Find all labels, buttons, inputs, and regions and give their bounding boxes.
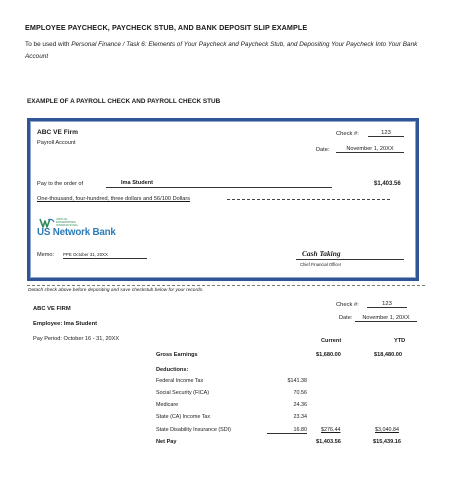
deduction-label: State (CA) Income Tax — [156, 414, 211, 420]
signer-title: Chief Financial Officer — [300, 262, 342, 267]
deduction-label: Medicare — [156, 402, 179, 408]
check-date-label: Date: — [316, 147, 330, 153]
deductions-label: Deductions: — [156, 367, 189, 373]
gross-earnings-label: Gross Earnings — [156, 352, 198, 358]
stub-check-number-label: Check #: — [336, 302, 359, 308]
section-heading: EXAMPLE OF A PAYROLL CHECK AND PAYROLL CHECK STUB — [27, 98, 221, 105]
stub-date: November 1, 20XX — [355, 315, 417, 322]
bank-name: US Network Bank — [37, 227, 116, 238]
stub-pay-period: Pay Period: October 16 - 31, 20XX — [33, 336, 120, 342]
net-pay-ytd: $15,439.16 — [373, 439, 401, 445]
deduction-label: Federal Income Tax — [156, 378, 204, 384]
payroll-check — [27, 118, 419, 281]
net-pay-current: $1,403.56 — [316, 439, 341, 445]
check-date: November 1, 20XX — [336, 146, 404, 153]
deductions-total-current: $276.44 — [321, 427, 341, 433]
stub-employee: Employee: Ima Student — [33, 321, 98, 327]
deduction-label: State Disability Insurance (SDI) — [156, 427, 231, 433]
stub-check-number: 123 — [367, 301, 407, 308]
intro-italic: Personal Finance / Task 6: Elements of Your Paycheck and Paycheck Stub, and Depositing Your Paycheck Into Your Bank Account — [25, 41, 418, 60]
detach-note: Detach check above before depositing and save checkstub below for your records. — [28, 288, 204, 293]
signature: Cash Taking — [302, 249, 341, 258]
intro-prefix: To be used with — [25, 41, 72, 48]
amount-in-words: One-thousand, four-hundred, three dollars and 56/100 Dollars — [37, 196, 190, 202]
deduction-amount: 16.80 — [267, 427, 307, 434]
column-header-current: Current — [321, 338, 342, 344]
payee-line — [106, 187, 332, 188]
deduction-label: Social Security (FICA) — [156, 390, 210, 396]
deduction-amount: 23.34 — [293, 414, 307, 420]
deduction-amount: 24.36 — [293, 402, 307, 408]
gross-earnings-ytd: $18,480.00 — [374, 352, 402, 358]
check-stub — [27, 285, 425, 466]
memo-label: Memo: — [37, 252, 55, 258]
check-firm-name: ABC VE Firm — [37, 129, 79, 136]
payee-name: Ima Student — [121, 180, 154, 186]
check-number-label: Check #: — [336, 131, 359, 137]
amount-fill-line — [227, 199, 390, 200]
check-number: 123 — [368, 130, 404, 137]
deduction-amount: 70.56 — [293, 390, 307, 396]
gross-earnings-current: $1,680.00 — [316, 352, 341, 358]
bank-logo-small-text: VIRTUAL ENTERPRISES INTERNATIONAL — [56, 217, 79, 227]
check-amount: $1,403.56 — [374, 181, 401, 187]
pay-to-label: Pay to the order of — [37, 181, 84, 187]
check-account-name: Payroll Account — [37, 140, 76, 146]
stub-firm-name: ABC VE FIRM — [33, 306, 71, 312]
stub-date-label: Date: — [339, 315, 353, 321]
memo-value: PPE October 31, 20XX — [63, 252, 147, 259]
column-header-ytd: YTD — [394, 338, 406, 344]
deductions-total-ytd: $3,040.84 — [375, 427, 399, 433]
net-pay-label: Net Pay — [156, 439, 177, 445]
deduction-amount: $141.38 — [287, 378, 307, 384]
document-title: EMPLOYEE PAYCHECK, PAYCHECK STUB, AND BANK DEPOSIT SLIP EXAMPLE — [25, 23, 308, 32]
intro-text — [25, 39, 425, 63]
signature-line — [296, 259, 404, 260]
